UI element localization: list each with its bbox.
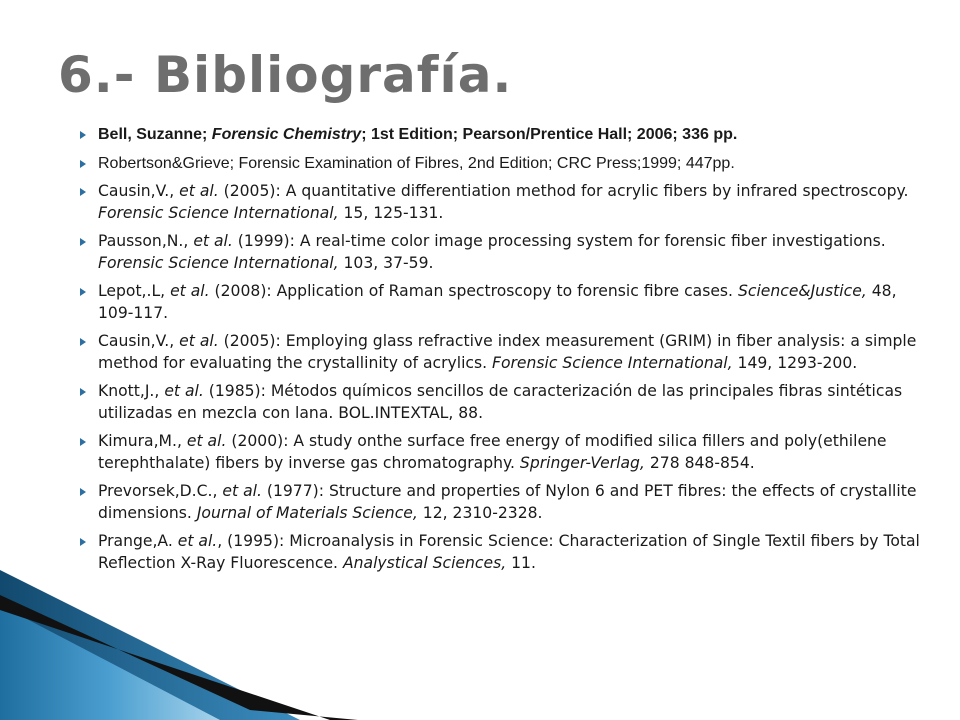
ref-text: 48, 109-117. [98,282,897,322]
reference-item [76,481,936,524]
ref-text: , (1995): Microanalysis in Forensic Science: Characterization of Single Textil fibers by Total Reflection X-Ray Fluorescence. [98,532,920,572]
ref-italic: et al. [170,282,210,300]
ref-italic: et al. [179,182,219,200]
ref-italic: Forensic Chemistry [211,126,362,143]
triangle-bullet-icon [80,438,86,446]
ribbon-decoration [0,560,360,720]
ref-italic: et al. [222,482,262,500]
reference-item [76,331,936,374]
ref-text: Robertson&Grieve; Forensic Examination of Fibres, 2nd Edition; CRC Press;1999; 447pp. [98,154,735,172]
ref-text: Causin,V., [98,182,180,200]
ref-italic: et al. [177,532,218,550]
ref-text: 149, 1293-200. [732,353,858,372]
triangle-bullet-icon [80,338,86,346]
reference-item [76,124,936,146]
ref-text: 278 848-854. [644,453,755,472]
ref-journal: Analystical Sciences, [342,553,507,572]
ref-journal: Science&Justice, [737,282,867,300]
ref-text: Prevorsek,D.C., [98,482,223,500]
triangle-bullet-icon [80,488,86,496]
reference-item [76,181,936,224]
ref-italic: et al. [186,432,227,450]
ref-text: 11. [506,553,536,572]
ref-text: 12, 2310-2328. [417,503,543,522]
reference-item [76,381,936,424]
reference-item [76,153,936,175]
ref-journal: Forensic Science International, [98,203,339,222]
ref-italic: et al. [193,232,233,250]
ref-text: (2000): A study onthe surface free energy of modified silica fillers and poly(ethilene terephthalate) fibers by inverse gas chromatography. [98,432,887,472]
ref-journal: Forensic Science International, [98,253,339,272]
ref-journal: Forensic Science International, [492,353,733,372]
ref-text: (2005): Employing glass refractive index measurement (GRIM) in fiber analysis: a simple method for evaluating the crystallinity of acrylics. [98,332,917,372]
ref-italic: et al. [179,332,219,350]
triangle-bullet-icon [80,388,86,396]
ref-text: Pausson,N., [98,232,194,250]
reference-item [76,431,936,474]
triangle-bullet-icon [80,538,86,546]
ref-italic: et al. [164,382,204,400]
ref-journal: Journal of Materials Science, [196,503,418,522]
triangle-bullet-icon [80,238,86,246]
ribbon-shape-front [0,605,220,720]
ref-text: Prange,A. [98,532,178,550]
reference-list [76,124,936,581]
ref-text: Knott,J., [98,382,165,400]
triangle-bullet-icon [80,160,86,168]
ref-text: Lepot,.L, [98,282,171,300]
triangle-bullet-icon [80,188,86,196]
ref-text: (1977): Structure and properties of Nylon 6 and PET fibres: the effects of crystallite dimensions. [98,482,917,522]
ref-text: 15, 125-131. [338,203,444,222]
triangle-bullet-icon [80,288,86,296]
slide-title: 6.- Bibliografía. [58,46,513,104]
ref-text: Bell, Suzanne; [98,126,212,143]
ref-text: ; 1st Edition; Pearson/Prentice Hall; 2006; 336 pp. [361,126,738,143]
ref-text: Kimura,M., [98,432,187,450]
ref-text: (1985): Métodos químicos sencillos de caracterización de las principales fibras sintéticas utilizadas en mezcla con lana. BOL.INTEXTAL, 88. [98,382,903,422]
ref-text: Causin,V., [98,332,180,350]
ref-text: 103, 37-59. [338,253,434,272]
reference-item [76,281,936,324]
ref-text: (1999): A real-time color image processing system for forensic fiber investigations. [232,232,886,250]
ref-text: (2008): Application of Raman spectroscopy to forensic fibre cases. [209,282,738,300]
ref-journal: Springer-Verlag, [519,453,645,472]
reference-item [76,231,936,274]
triangle-bullet-icon [80,131,86,139]
ref-text: (2005): A quantitative differentiation method for acrylic fibers by infrared spectroscopy. [218,182,909,200]
